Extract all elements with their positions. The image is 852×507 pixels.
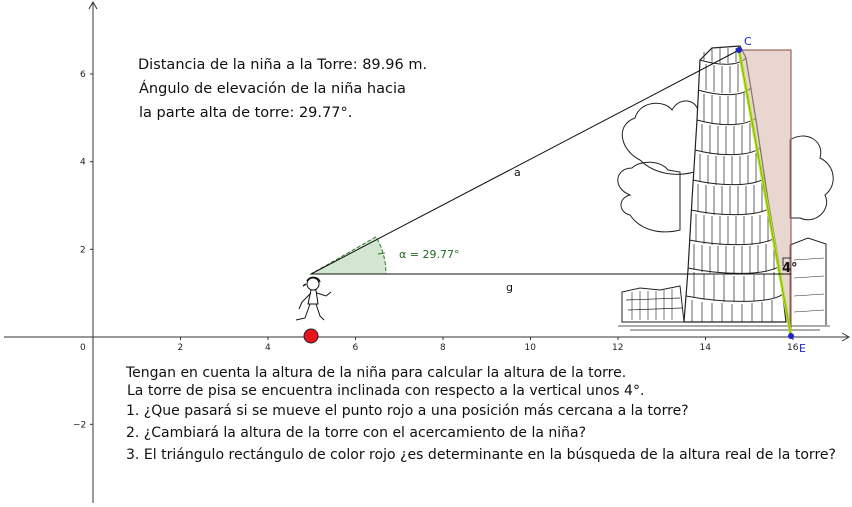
segment-a-label: a [514,166,521,179]
angle-text-line1: Ángulo de elevación de la niña hacia [139,81,406,97]
ground [618,326,830,330]
x-tick-label: 8 [440,343,446,353]
girl-position-point[interactable] [304,329,318,343]
angle-alpha-label: α = 29.77° [399,248,460,261]
x-tick-label: 14 [699,343,711,353]
y-tick-label: −2 [73,420,87,431]
tilt-note-text: La torre de pisa se encuentra inclinada con respecto a la vertical unos 4°. [127,383,645,399]
x-tick-label: 12 [612,343,624,353]
tilt-angle-label: 4° [782,261,798,276]
angle-text-line2: la parte alta de torre: 29.77°. [139,105,353,121]
question-2: 2. ¿Cambiará la altura de la torre con el acercamiento de la niña? [126,425,587,441]
girl-figure [296,277,331,320]
note-text: Tengan en cuenta la altura de la niña para calcular la altura de la torre. [126,365,627,381]
question-1: 1. ¿Que pasará si se mueve el punto rojo a una posición más cercana a la torre? [126,403,689,419]
y-tick-label: 4 [80,157,86,168]
cloud-mid [618,162,680,232]
distance-text: Distancia de la niña a la Torre: 89.96 m. [138,57,428,73]
y-tick-label: 2 [80,245,86,256]
point-e[interactable] [788,333,794,339]
cloud-right [790,136,833,220]
cloud-left [622,101,700,174]
point-e-label: E [799,342,806,355]
segment-g-label: g [506,281,513,294]
y-tick-label: 6 [80,70,86,80]
cathedral-left [622,286,684,322]
x-tick-label: 4 [265,343,271,353]
x-tick-label: 16 [787,343,799,353]
x-tick-label: 6 [352,343,359,353]
question-3: 3. El triángulo rectángulo de color rojo ¿es determinante en la búsqueda de la altura real de la torre? [126,447,836,463]
x-tick-label: 0 [80,343,86,353]
point-c[interactable] [736,47,742,53]
x-tick-label: 10 [524,343,536,353]
pisa-tower-illustration [618,46,833,330]
point-c-label: C [744,35,752,48]
x-tick-label: 2 [177,343,184,353]
